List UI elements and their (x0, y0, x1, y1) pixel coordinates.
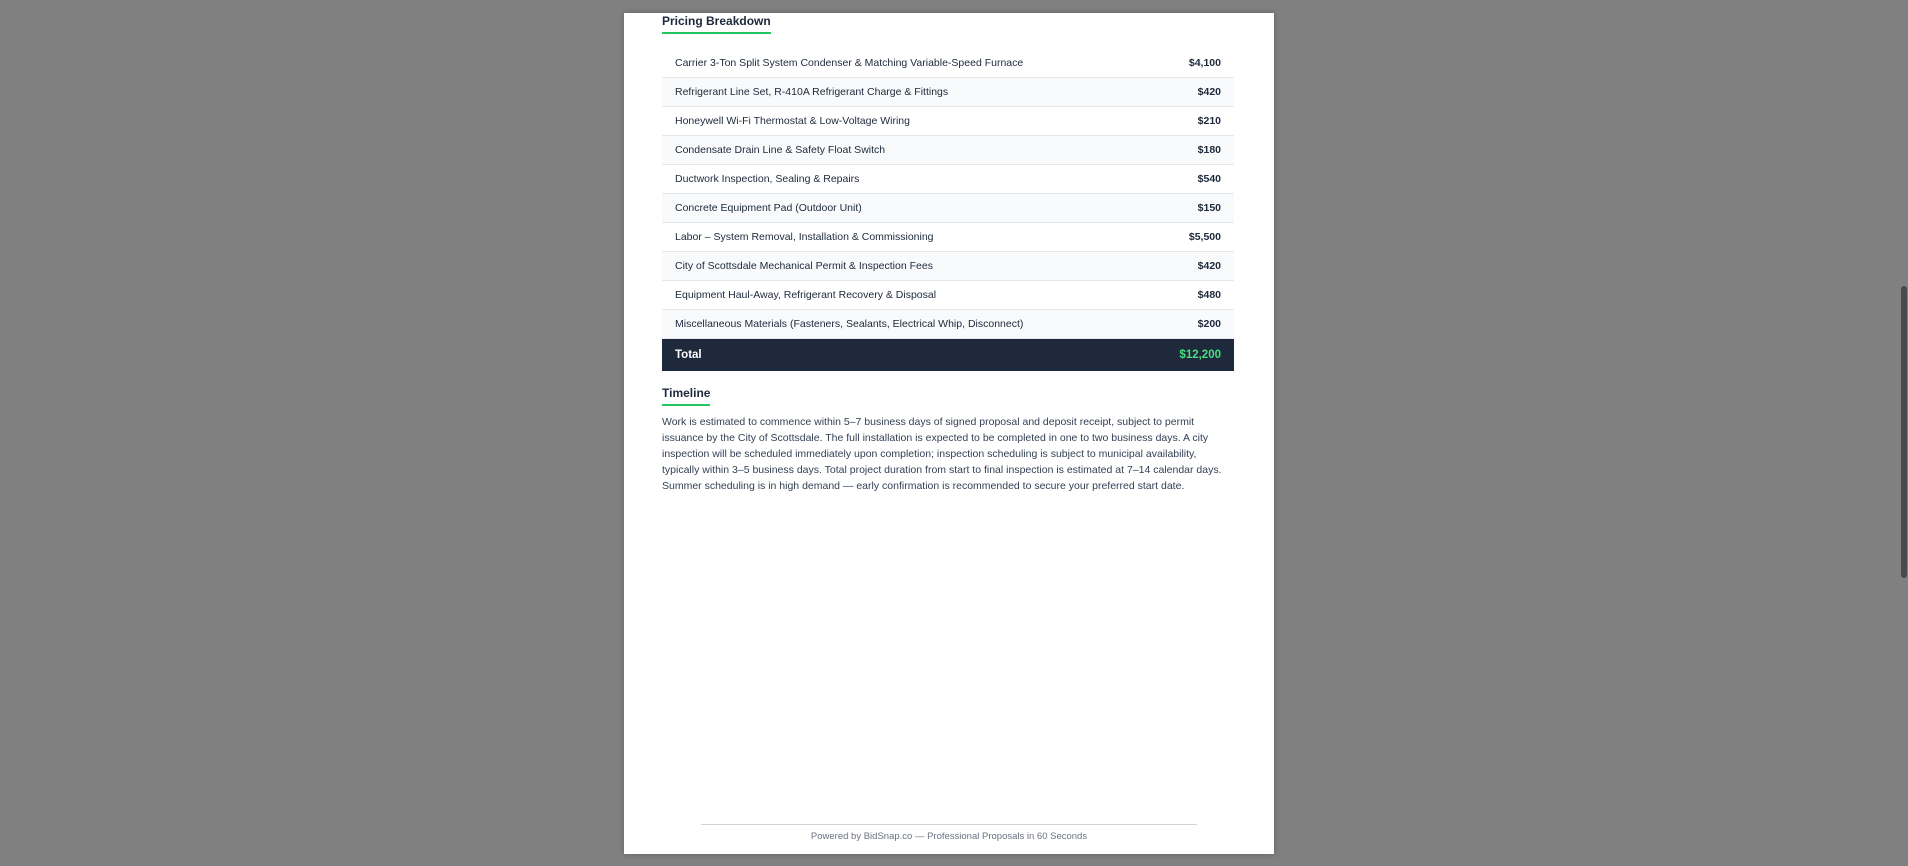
proposal-page (624, 13, 1274, 854)
line-item-description: Ductwork Inspection, Sealing & Repairs (662, 165, 1147, 194)
total-amount: $12,200 (1147, 339, 1234, 372)
line-item-amount: $200 (1147, 310, 1234, 339)
pricing-breakdown-heading: Pricing Breakdown (662, 14, 771, 34)
line-item-description: Honeywell Wi-Fi Thermostat & Low-Voltage Wiring (662, 107, 1147, 136)
line-item-amount: $4,100 (1147, 49, 1234, 78)
table-row (662, 281, 1234, 310)
table-row (662, 310, 1234, 339)
table-row (662, 107, 1234, 136)
vertical-scrollbar[interactable] (1900, 0, 1908, 866)
footer-text: Powered by BidSnap.co — Professional Proposals in 60 Seconds (810, 831, 1088, 842)
line-item-amount: $540 (1147, 165, 1234, 194)
line-item-amount: $180 (1147, 136, 1234, 165)
line-item-amount: $420 (1147, 78, 1234, 107)
total-label: Total (662, 339, 1147, 372)
scrollbar-thumb[interactable] (1901, 286, 1907, 578)
table-row (662, 165, 1234, 194)
pricing-table-body (662, 49, 1234, 371)
table-row (662, 49, 1234, 78)
line-item-amount: $150 (1147, 194, 1234, 223)
line-item-description: City of Scottsdale Mechanical Permit & Inspection Fees (662, 252, 1147, 281)
total-row (662, 339, 1234, 372)
pricing-table (662, 49, 1234, 371)
table-row (662, 194, 1234, 223)
timeline-paragraph: Work is estimated to commence within 5–7 business days of signed proposal and deposit receipt, subject to permit issuance by the City of Scottsdale. The full installation is expected to be completed in one to two business days. A city inspection will be scheduled immediately upon completion; inspection scheduling is subject to municipal availability, typically within 3–5 business days. Total project duration from start to final inspection is estimated at 7–14 calendar days. Summer scheduling is in high demand — early confirmation is recommended to secure your preferred start date. (662, 416, 1222, 492)
table-row (662, 136, 1234, 165)
table-row (662, 223, 1234, 252)
line-item-description: Carrier 3-Ton Split System Condenser & Matching Variable-Speed Furnace (662, 49, 1147, 78)
line-item-amount: $210 (1147, 107, 1234, 136)
table-row (662, 78, 1234, 107)
line-item-description: Miscellaneous Materials (Fasteners, Sealants, Electrical Whip, Disconnect) (662, 310, 1147, 339)
timeline-heading: Timeline (662, 386, 710, 406)
line-item-description: Equipment Haul-Away, Refrigerant Recovery & Disposal (662, 281, 1147, 310)
line-item-description: Refrigerant Line Set, R-410A Refrigerant Charge & Fittings (662, 78, 1147, 107)
line-item-description: Labor – System Removal, Installation & Commissioning (662, 223, 1147, 252)
table-row (662, 252, 1234, 281)
line-item-description: Condensate Drain Line & Safety Float Switch (662, 136, 1147, 165)
footer-divider (701, 824, 1197, 825)
line-item-amount: $480 (1147, 281, 1234, 310)
line-item-amount: $420 (1147, 252, 1234, 281)
line-item-amount: $5,500 (1147, 223, 1234, 252)
line-item-description: Concrete Equipment Pad (Outdoor Unit) (662, 194, 1147, 223)
